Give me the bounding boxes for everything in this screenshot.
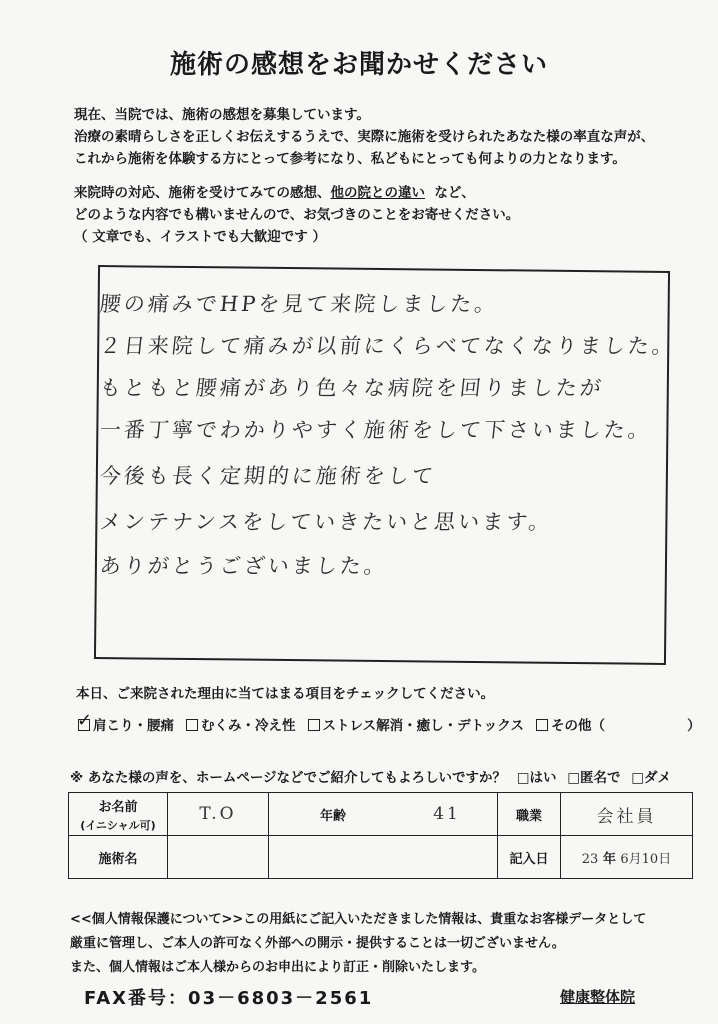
date-label: 記入日 [509, 851, 549, 867]
privacy-line: <<個人情報保護について>>この用紙にご記入いただきました情報は、貴重なお客様データとして [70, 912, 647, 927]
treatment-label-cell [69, 836, 168, 879]
name-sub-label: (イニシャル可) [80, 818, 156, 832]
job-label-cell [498, 793, 561, 836]
age-label-cell [269, 793, 398, 836]
intro-line: 現在、当院では、施術の感想を募集しています。 [74, 107, 370, 123]
reason-question: 本日、ご来院された理由に当てはまる項目をチェックしてください。 [76, 686, 495, 702]
name-label-cell [69, 793, 168, 836]
privacy-line: 厳重に管理し、ご本人の許可なく外部への開示・提供することは一切ございません。 [70, 936, 565, 951]
reason-option-stress[interactable] [308, 714, 525, 734]
intro-line-part: など、 [434, 185, 475, 201]
intro-text [74, 104, 654, 248]
consent-yes-checkbox[interactable]: □はい [516, 770, 557, 786]
intro-line: （ 文章でも、イラストでも大歓迎です ） [74, 229, 326, 245]
handwritten-line: もともと腰痛があり色々な病院を回りましたが [98, 376, 606, 400]
checkbox[interactable] [308, 719, 320, 731]
intro-line: どのような内容でも構いませんので、お気づきのことをお寄せください。 [74, 207, 520, 223]
date-year: 23 [581, 851, 599, 867]
underlined-phrase: 他の院との違い [330, 185, 425, 201]
consent-anonymous-checkbox[interactable]: □匿名で [567, 770, 621, 786]
date-year-unit: 年 [602, 851, 616, 867]
reason-label: むくみ・冷え性 [201, 718, 296, 734]
reason-options [77, 710, 701, 734]
reason-option-swelling[interactable] [186, 714, 296, 734]
page-title: 施術の感想をお聞かせください [169, 50, 548, 80]
info-table [68, 792, 693, 879]
handwritten-line: 今後も長く定期的に施術をして [98, 464, 438, 488]
intro-line: 治療の素晴らしさを正しくお伝えするうえで、実際に施術を受けられたあなた様の率直な声が、 [74, 129, 655, 145]
intro-line-part: 来院時の対応、施術を受けてみての感想、 [74, 185, 331, 201]
name-label: お名前 [98, 799, 138, 815]
consent-text: ※ あなた様の声を、ホームページなどでご紹介してもよろしいですか？ [70, 770, 507, 786]
handwritten-line: 腰の痛みでHPを見て来院しました。 [98, 292, 500, 316]
reason-label: 肩こり・腰痛 [93, 718, 174, 734]
age-value: 41 [433, 804, 461, 824]
job-label: 職業 [515, 808, 542, 824]
age-field[interactable] [397, 793, 498, 836]
job-field[interactable] [561, 793, 693, 836]
treatment-label: 施術名 [98, 851, 138, 867]
handwritten-line: ２日来院して痛みが以前にくらべてなくなりました。 [98, 334, 678, 358]
treatment-field-extension[interactable] [269, 836, 498, 879]
treatment-field[interactable] [168, 836, 269, 879]
privacy-notice [70, 908, 646, 980]
date-label-cell [498, 836, 561, 879]
checkbox[interactable] [186, 719, 198, 731]
other-close-paren: ） [687, 718, 701, 734]
checkbox-checked[interactable] [77, 710, 93, 731]
date-field[interactable] [561, 836, 693, 879]
handwritten-line: メンテナンスをしていきたいと思います。 [98, 510, 554, 534]
reason-option-other[interactable] [536, 714, 701, 734]
checkbox[interactable] [536, 719, 548, 731]
fax-number: FAX番号：03－6803－2561 [84, 988, 374, 1009]
table-row [69, 793, 693, 836]
reason-label: ストレス解消・癒し・デトックス [322, 718, 525, 734]
handwritten-line: 一番丁寧でわかりやすく施術をして下さいました。 [98, 418, 654, 442]
intro-line: これから施術を体験する方にとって参考になり、私どもにとっても何よりの力となります。 [74, 151, 626, 167]
table-row [69, 836, 693, 879]
age-label: 年齢 [319, 808, 346, 824]
reason-label: その他（ [551, 718, 606, 734]
consent-question [70, 766, 671, 786]
job-value: 会社員 [596, 806, 657, 827]
name-value: T.O [199, 804, 237, 824]
reason-option-shoulder-back[interactable] [77, 710, 174, 734]
date-month-day: 6月10日 [620, 851, 672, 867]
intro-line [74, 182, 654, 204]
check-mark-icon: ✓ [77, 710, 93, 731]
handwritten-line: ありがとうございました。 [98, 554, 390, 578]
consent-no-checkbox[interactable]: □ダメ [631, 770, 671, 786]
name-field[interactable] [168, 793, 269, 836]
privacy-line: また、個人情報はご本人様からのお申出により訂正・削除いたします。 [70, 960, 485, 975]
clinic-name: 健康整体院 [560, 988, 636, 1006]
